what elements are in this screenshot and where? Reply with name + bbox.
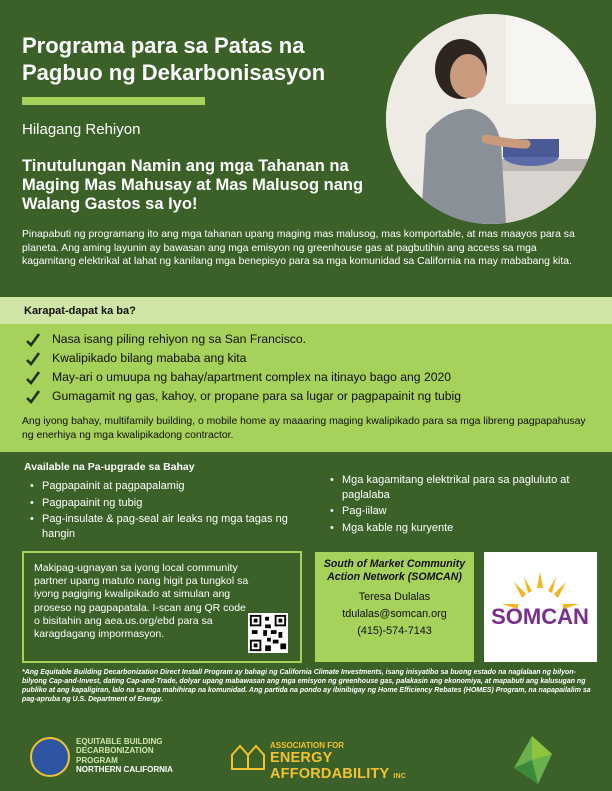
footer [0,728,612,791]
contact-person: Teresa Dulalas [358,591,431,604]
checkmark-icon [26,390,40,404]
somcan-logo [484,552,597,662]
somcan-logo-text: SOMCAN [491,604,589,629]
california-climate-investments-logo [510,734,554,786]
eligibility-item-text: Gumagamit ng gas, kahoy, or propane para sa lugar or pagpapainit ng tubig [52,389,461,403]
upgrade-item: • Pag-insulate & pag-seal air leaks ng mga tagas ng hangin [30,512,290,541]
title-underline [22,97,205,105]
funding-footnote: *Ang Equitable Building Decarbonization Direct Install Program ay bahagi ng California Climate Investments, isang inisyatibo sa buong estado na naglalaan ng bilyon-bilyong Cap-and-Invest, dating Cap-and-Trade, dolyar upang mabawasan ang mga emisyon ng greenhouse gas, palakasin ang ekonomiya, at mapabuti ang kalusugan ng publiko at ang kapaligiran, lalo na sa mga mahihirap na komunidad. Ang partida na pondo ay ibinibigay ng Home Efficiency Rebates (HOMES) Program, na napapailalim sa pag-apruba ng U.S. Department of Energy. [22,669,591,703]
page-title: Programa para sa Patas na Pagbuo ng Dekarbonisasyon [22,33,326,85]
community-partner-box [22,551,302,663]
eligibility-list [26,330,461,406]
aea-name: ENERGY AFFORDABILITY INC [270,750,407,782]
eligibility-item-text: Kwalipikado bilang mababa ang kita [52,351,247,365]
contact-phone[interactable]: (415)-574-7143 [357,625,432,638]
eligibility-item [26,387,461,406]
upgrade-item: • Pagpapainit ng tubig [30,496,290,511]
checkmark-icon [26,333,40,347]
house-outline-icon [230,741,266,771]
eligibility-item [26,368,461,387]
eligibility-section [0,297,612,452]
eligibility-note: Ang iyong bahay, multifamily building, o mobile home ay maaaring maging kwalipikado para sa mga libreng pagpapahusay ng enerhiya ng mga kwalipikadong contractor. [22,416,586,441]
organization-contact [315,589,474,640]
qr-code-icon[interactable] [248,613,288,653]
checkmark-icon [26,371,40,385]
contact-email[interactable]: tdulalas@somcan.org [342,608,447,621]
upgrade-item: • Pag-iilaw [330,504,590,519]
upgrades-column-right [330,473,590,537]
upgrades-column-left [30,479,290,543]
upgrade-item: • Mga kagamitang elektrikal para sa pagluluto at paglalaba [330,473,590,502]
region-label: Hilagang Rehiyon [22,121,141,138]
eligibility-heading: Karapat-dapat ka ba? [0,297,612,324]
eligibility-item [26,330,461,349]
upgrade-item: • Mga kable ng kuryente [330,521,590,536]
kitchen-photo [386,14,596,224]
ebdp-logo-text: EQUITABLE BUILDING DECARBONIZATION PROGRAM NORTHERN CALIFORNIA [76,737,173,775]
upgrades-heading: Available na Pa-upgrade sa Bahay [24,461,195,473]
eligibility-item-text: Nasa isang piling rehiyon ng sa San Francisco. [52,332,307,346]
aea-logo: ASSOCIATION FOR ENERGY AFFORDABILITY INC [230,741,440,771]
checkmark-icon [26,352,40,366]
header-section [0,0,612,297]
program-seal-icon [30,737,70,777]
organization-name: South of Market Community Action Network (SOMCAN) [323,558,466,583]
tagline: Tinutulungan Namin ang mga Tahanan na Maging Mas Mahusay at Mas Malusog nang Walang Gastos sa Iyo! [22,157,364,213]
organization-box [315,552,474,662]
eligibility-item-text: May-ari o umuupa ng bahay/apartment complex na itinayo bago ang 2020 [52,370,452,384]
eligibility-item [26,349,461,368]
contact-instructions: Makipag-ugnayan sa iyong local community partner upang matuto nang higit pa tungkol sa iyong pagiging kwalipikado at simulan ang proseso ng pagpapatala. I-scan ang QR code o bisitahin ang aea.us.org/ebd para sa karagdagang impormasyon. [34,562,249,641]
upgrade-item: • Pagpapainit at pagpapalamig [30,479,290,494]
intro-paragraph: Pinapabuti ng programang ito ang mga tahanan upang maging mas malusog, mas komportable, at mas maayos para sa planeta. Ang aming layunin ay bawasan ang mga emisyon ng greenhouse gas at pagbutihin ang access sa mga kagamitang elektrikal at lahat ng kanilang mga benepisyo para sa mga komunidad sa California na may mababang kita. [22,229,575,267]
